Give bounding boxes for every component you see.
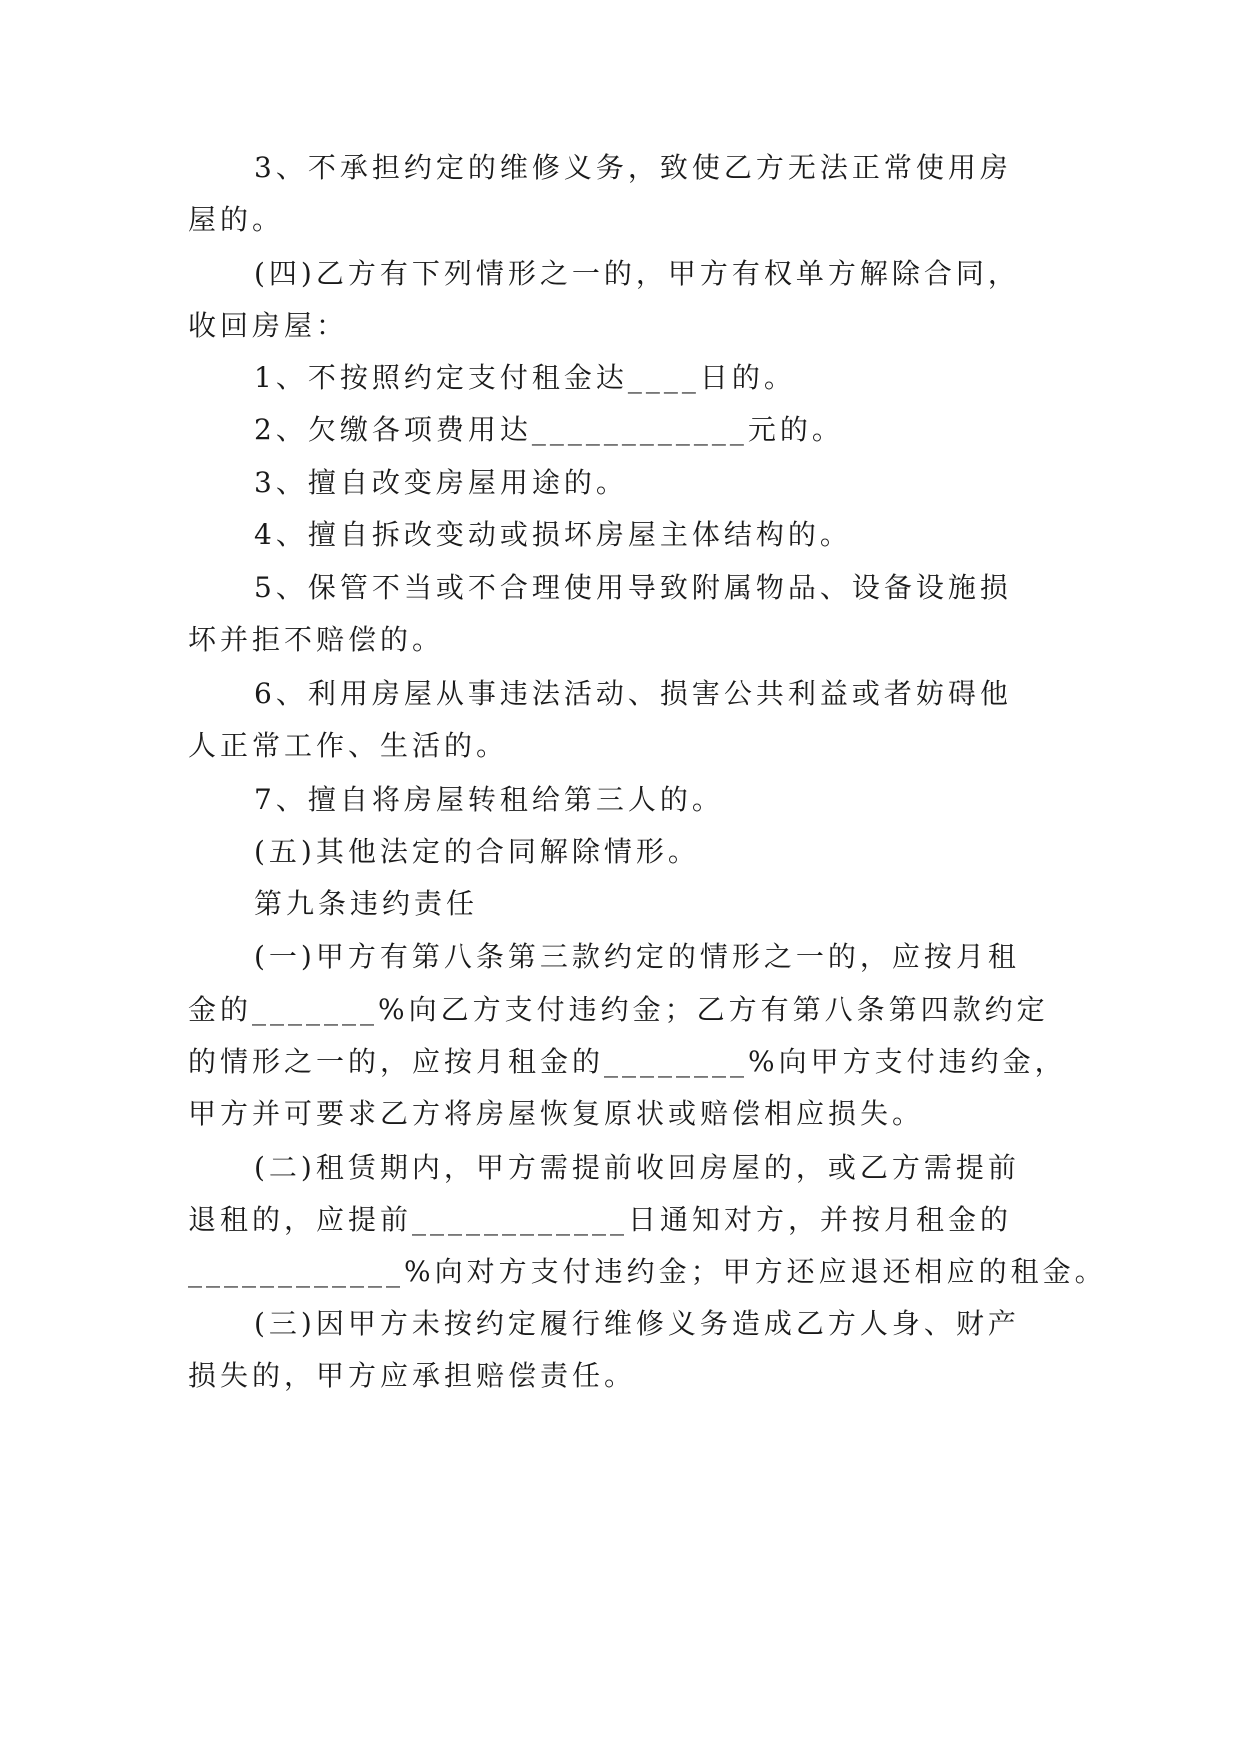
paragraph-line: (一)甲方有第八条第三款约定的情形之一的，应按月租: [254, 940, 1020, 973]
paragraph-line: (四)乙方有下列情形之一的，甲方有权单方解除合同，: [254, 257, 1020, 290]
section-heading: 第九条违约责任: [254, 887, 479, 920]
paragraph-line: 5、保管不当或不合理使用导致附属物品、设备设施损: [254, 571, 1012, 604]
paragraph-line: (三)因甲方未按约定履行维修义务造成乙方人身、财产: [254, 1307, 1020, 1340]
paragraph-line: (二)租赁期内，甲方需提前收回房屋的，或乙方需提前: [254, 1151, 1020, 1184]
paragraph-line: 退租的，应提前____________日通知对方，并按月租金的: [188, 1203, 1013, 1236]
paragraph-line: (五)其他法定的合同解除情形。: [254, 835, 700, 868]
paragraph-line: 4、擅自拆改变动或损坏房屋主体结构的。: [254, 518, 852, 551]
paragraph-line: 人正常工作、生活的。: [188, 729, 509, 762]
paragraph-line: 金的_______%向乙方支付违约金；乙方有第八条第四款约定: [188, 993, 1049, 1026]
paragraph-line: 甲方并可要求乙方将房屋恢复原状或赔偿相应损失。: [188, 1097, 925, 1130]
paragraph-line: ____________%向对方支付违约金；甲方还应退还相应的租金。: [188, 1255, 1107, 1288]
paragraph-line: 3、不承担约定的维修义务，致使乙方无法正常使用房: [254, 151, 1012, 184]
paragraph-line: 损失的，甲方应承担赔偿责任。: [188, 1359, 637, 1392]
paragraph-line: 2、欠缴各项费用达____________元的。: [254, 413, 844, 446]
paragraph-line: 的情形之一的，应按月租金的________%向甲方支付违约金，: [188, 1045, 1067, 1078]
paragraph-line: 坏并拒不赔偿的。: [188, 623, 445, 656]
paragraph-line: 6、利用房屋从事违法活动、损害公共利益或者妨碍他: [254, 677, 1012, 710]
paragraph-line: 1、不按照约定支付租金达____日的。: [254, 361, 796, 394]
paragraph-line: 收回房屋：: [188, 309, 349, 342]
paragraph-line: 7、擅自将房屋转租给第三人的。: [254, 783, 724, 816]
paragraph-line: 3、擅自改变房屋用途的。: [254, 466, 628, 499]
paragraph-line: 屋的。: [188, 203, 285, 236]
